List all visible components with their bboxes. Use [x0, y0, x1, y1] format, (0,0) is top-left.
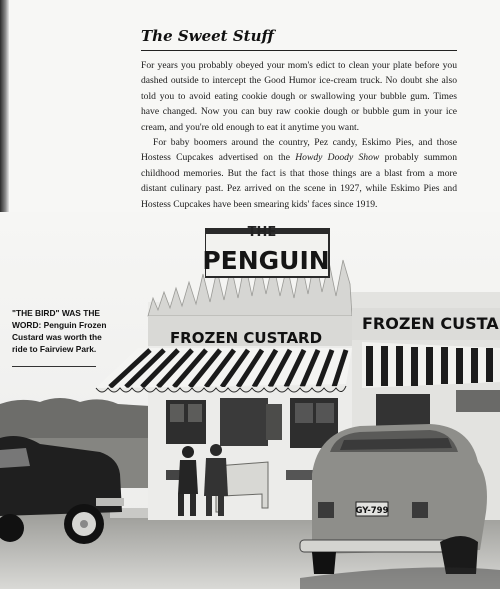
paragraph-2: [141, 135, 457, 212]
caption-rule: [12, 366, 96, 367]
paragraph-2-start: For baby boomers around the country, Pez candy, Eskimo Pies, and those Hostess Cupcakes advertised on the: [141, 137, 457, 164]
section-heading: The Sweet Stuff: [141, 27, 274, 45]
sign-the: THE: [247, 225, 277, 240]
sign-penguin: PENGUIN: [202, 246, 330, 275]
paragraph-1: For years you probably obeyed your mom's edict to clean your plate before you dashed outside to intercept the Good Humor ice-cream truck. No doubt she also told you to avoid eating cookie dough or swallowing your bubble gum. Times have changed. Now you can buy raw cookie dough or bubble gum in your ice cream, and you're old enough to eat it anytime you want.: [141, 60, 457, 133]
heading-rule: [141, 50, 457, 51]
penguin-stand-photo: [0, 212, 500, 589]
front-sign: FROZEN CUSTARD: [169, 329, 323, 347]
article-body: [141, 58, 457, 212]
paragraph-2-end: probably summon childhood memories. But the fact is that those things are a blast from a more distant culinary past. Pez arrived on the scene in 1927, while Eskimo Pies and Hostess Cupcakes have been smearing kids' faces since 1919.: [141, 152, 457, 210]
side-sign: FROZEN CUSTA: [362, 314, 499, 333]
license-plate: GY-799: [355, 506, 389, 516]
caption-text: Penguin Frozen Custard was worth the ride to Fairview Park.: [12, 320, 107, 354]
caption-lead: "THE BIRD" WAS THE WORD:: [12, 308, 100, 330]
photo-caption: [12, 307, 114, 355]
show-title: Howdy Doody Show: [295, 152, 380, 164]
